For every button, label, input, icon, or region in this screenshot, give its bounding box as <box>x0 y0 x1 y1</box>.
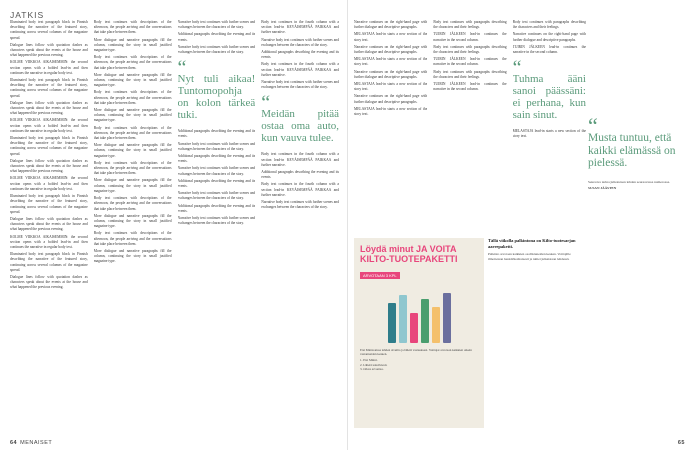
ad-step: 1. Etsi Minni. <box>360 358 378 363</box>
paragraph: More dialogue and narrative paragraphs fill the column, continuing the story in small justified magazine type. <box>93 178 172 193</box>
paragraph: KOLME VIIKKOA AIKAISEMMIN: the second section opens with a bolded lead-in and then continues the narrative in regular body text. <box>10 60 88 75</box>
paragraph: Narrative body text continues with further scenes and exchanges between the characters of the story. <box>261 37 339 47</box>
paragraph: Body text continues in the fourth column with a section lead-in KEVÄISEMPÄÄ PAIKKAA and further narrative. <box>261 20 339 35</box>
paragraph: Narrative continues on the right-hand page with further dialogue and descriptive paragraphs. <box>354 94 428 104</box>
ad-step: 3. Odota arvontaa. <box>360 366 384 371</box>
quote-mark-icon: “ <box>261 92 271 115</box>
page-number: 64 <box>10 440 18 446</box>
paragraph: Body text continues in the fourth column with a section lead-in KEVÄISEMPÄÄ PAIKKAA and further narrative. <box>261 62 339 77</box>
paragraph: KOLME VIIKKOA AIKAISEMMIN: the second section opens with a bolded lead-in and then continues the narrative in regular body text. <box>10 234 88 249</box>
ad-sidebar <box>488 238 586 428</box>
paragraph: KOLME VIIKKOA AIKAISEMMIN: the second section opens with a bolded lead-in and then continues the narrative in regular body text. <box>10 118 88 133</box>
paragraph: Additional paragraphs describing the evening and its events. <box>261 50 339 60</box>
paragraph: TUIRIN JÄLKEEN lead-in continues the narrative in the second column. <box>433 82 507 92</box>
paragraph: Narrative body text continues with further scenes and exchanges between the characters of the story. <box>177 44 256 55</box>
ad-headline: Löydä minut JA VOITA KILTO-TUOTEPAKETTI <box>360 244 458 264</box>
paragraph: Dialogue lines follow with quotation dashes as characters speak about the events at the house and what happened the previous evening. <box>10 274 88 290</box>
paragraph: More dialogue and narrative paragraphs fill the column, continuing the story in small justified magazine type. <box>93 213 172 229</box>
right-page <box>348 0 696 450</box>
product-bottle <box>410 313 418 343</box>
paragraph: MELASTAJA lead-in starts a new section of the story text. <box>354 57 428 67</box>
paragraph: More dialogue and narrative paragraphs fill the column, continuing the story in small justified magazine type. <box>93 143 172 158</box>
paragraph: Body text continues with descriptions of the afternoon, the people arriving and the conversations that take place between them. <box>93 90 172 105</box>
paragraph: Additional paragraphs describing the evening and its events. <box>177 154 256 164</box>
page-number: 65 <box>677 440 685 446</box>
paragraph: Dialogue lines follow with quotation dashes as characters speak about the events at the house and what happened the previous evening. <box>10 100 88 116</box>
paragraph: Additional paragraphs describing the evening and its events. <box>177 129 256 139</box>
left-columns <box>10 20 339 434</box>
paragraph: Narrative body text continues with further scenes and exchanges between the characters of the story. <box>177 166 256 176</box>
paragraph: More dialogue and narrative paragraphs fill the column, continuing the story in small justified magazine type. <box>93 72 172 88</box>
side-note <box>588 180 688 192</box>
left-col-3 <box>178 20 256 434</box>
paragraph: More dialogue and narrative paragraphs fill the column, continuing the story in small justified magazine type. <box>93 248 172 264</box>
paragraph: TUIRIN JÄLKEEN lead-in continues the narrative in the second column. <box>433 32 507 42</box>
author-credit: SUSAN JÄÄSTEN <box>588 186 617 191</box>
paragraph: Narrative body text continues with further scenes and exchanges between the characters of the story. <box>177 216 256 226</box>
paragraph: Additional paragraphs describing the evening and its events. <box>261 170 339 180</box>
paragraph: Narrative continues on the right-hand page with further dialogue and descriptive paragraphs. <box>354 20 428 30</box>
paragraph: Body text continues with descriptions of the afternoon, the people arriving and the conversations that take place between them. <box>93 55 172 70</box>
ad-sidebar-headline: Tällä viikolla palkintona on Kilto-tuotesarjan aarrepaketti. <box>488 238 576 249</box>
paragraph: More dialogue and narrative paragraphs fill the column, continuing the story in small justified magazine type. <box>93 108 172 123</box>
paragraph: Dialogue lines follow with quotation dashes as characters speak about the events at the house and what happened the previous evening. <box>10 42 88 58</box>
paragraph: Dialogue lines follow with quotation dashes as characters speak about the events at the house and what happened the previous evening. <box>10 216 88 232</box>
paragraph: Narrative body text continues with further scenes and exchanges between the characters of the story. <box>177 191 256 201</box>
paragraph: Additional paragraphs describing the evening and its events. <box>177 32 256 42</box>
pull-quote <box>512 57 586 122</box>
paragraph: Illuminated body text paragraph block in Finnish describing the narrative of the featured story, continuing across several columns of the magazine spread. <box>10 194 88 214</box>
folio-left <box>10 440 52 446</box>
paragraph: TUIRIN JÄLKEEN lead-in continues the narrative in the second column. <box>512 44 586 55</box>
product-bottle <box>399 295 407 343</box>
paragraph: Body text continues with descriptions of the afternoon, the people arriving and the conversations that take place between them. <box>93 160 172 176</box>
paragraph: Additional paragraphs describing the evening and its events. <box>177 203 256 213</box>
side-note-text: Seuraava tarina julkaistaan lehden seuraavassa numerossa. <box>588 179 671 184</box>
folio-right <box>678 440 688 446</box>
paragraph: Illuminated body text paragraph block in Finnish describing the narrative of the featured story, continuing across several columns of the magazine spread. <box>10 136 88 156</box>
paragraph: MELASTAJA lead-in starts a new section of the story text. <box>354 82 428 92</box>
paragraph: More dialogue and narrative paragraphs fill the column, continuing the story in small justified magazine type. <box>93 37 172 53</box>
ad-text: Etsi Minni-kissa lehden sivuilta ja lähetä vastauksesi. Voittajat arvotaan kaikkien oikein vastanneiden kesken. <box>360 348 472 357</box>
pull-quote-text: Nyt tuli aikaa! Tuntomopohja on kolon tärkeä tuki. <box>177 73 256 122</box>
side-column <box>588 20 688 436</box>
left-col-2 <box>94 20 172 434</box>
paragraph: Illuminated body text paragraph block in Finnish describing the narrative of the featured story, continuing across several columns of the magazine spread. <box>10 78 88 98</box>
paragraph: Narrative continues on the right-hand page with further dialogue and descriptive paragraphs. <box>354 69 428 79</box>
product-bottle <box>443 293 451 343</box>
pull-quote <box>261 92 339 145</box>
quote-mark-icon: “ <box>177 57 187 80</box>
paragraph: TUIRIN JÄLKEEN lead-in continues the narrative in the second column. <box>433 57 507 67</box>
quote-mark-icon: “ <box>512 57 522 80</box>
paragraph: Narrative body text continues with further scenes and exchanges between the characters of the story. <box>261 200 339 210</box>
pull-quote-text: Tuhma ääni sanoi päässäni: ei perhana, kun sain sinut. <box>512 73 586 122</box>
product-bottle <box>432 307 440 343</box>
product-image <box>360 288 478 343</box>
paragraph: Body text continues in the fourth column with a section lead-in KEVÄISEMPÄÄ PAIKKAA and further narrative. <box>261 182 339 197</box>
product-bottle <box>388 303 396 343</box>
paragraph: Narrative body text continues with further scenes and exchanges between the characters of the story. <box>261 80 339 90</box>
paragraph: Body text continues with paragraphs describing the characters and their feelings. <box>433 20 507 30</box>
product-bottle <box>421 299 429 343</box>
ad-step: 2. Lähetä tekstiviesti. <box>360 362 388 367</box>
paragraph: Body text continues in the fourth column with a section lead-in KEVÄISEMPÄÄ PAIKKAA and further narrative. <box>261 152 339 167</box>
paragraph: Additional paragraphs describing the evening and its events. <box>177 178 256 189</box>
paragraph: Dialogue lines follow with quotation dashes as characters speak about the events at the house and what happened the previous evening. <box>10 158 88 174</box>
paragraph: Narrative continues on the right-hand page with further dialogue and descriptive paragraphs. <box>354 44 428 55</box>
paragraph: Body text continues with paragraphs describing the characters and their feelings. <box>512 20 586 30</box>
paragraph: Body text continues with paragraphs describing the characters and their feelings. <box>433 69 507 79</box>
paragraph: MELASTAJA lead-in starts a new section of the story text. <box>354 106 428 117</box>
side-pull-quote-text: Musta tuntuu, että kaikki elämässä on pielessä. <box>588 132 676 169</box>
paragraph: Body text continues with descriptions of the afternoon, the people arriving and the conversations that take place between them. <box>93 20 172 35</box>
paragraph: Narrative body text continues with further scenes and exchanges between the characters of the story. <box>177 141 256 151</box>
contest-ad <box>354 238 484 428</box>
left-col-1 <box>10 20 88 434</box>
ad-badge: ARVOTAAN 3 KPL <box>360 272 400 279</box>
paragraph: Narrative body text continues with further scenes and exchanges between the characters of the story. <box>177 20 256 30</box>
paragraph: KOLME VIIKKOA AIKAISEMMIN: the second section opens with a bolded lead-in and then continues the narrative in regular body text. <box>10 176 88 191</box>
side-pull-quote <box>588 113 688 170</box>
paragraph: Body text continues with descriptions of the afternoon, the people arriving and the conversations that take place between them. <box>93 196 172 211</box>
pull-quote <box>177 57 256 122</box>
paragraph: Body text continues with descriptions of the afternoon, the people arriving and the conversations that take place between them. <box>93 125 172 141</box>
ad-body <box>360 348 478 371</box>
paragraph: Illuminated body text paragraph block in Finnish describing the narrative of the featured story, continuing across several columns of the magazine spread. <box>10 20 88 40</box>
paragraph: Body text continues with descriptions of the afternoon, the people arriving and the conversations that take place between them. <box>93 231 172 246</box>
paragraph: Narrative continues on the right-hand page with further dialogue and descriptive paragraphs. <box>512 32 586 42</box>
section-title: JATKIS <box>10 10 45 20</box>
magazine-name: MENAISET <box>20 440 53 446</box>
paragraph: MELASTAJA lead-in starts a new section of the story text. <box>354 32 428 42</box>
quote-mark-icon: “ <box>588 113 598 138</box>
paragraph: MELASTAJA lead-in starts a new section of the story text. <box>512 129 586 139</box>
ad-sidebar-text: Palkinto arvotaan kaikkien osallistuneiden kesken. Voittajille ilmoitetaan henkilökohtaisesti ja nimet julkaistaan lehdessä. <box>488 252 571 261</box>
paragraph: Body text continues with paragraphs describing the characters and their feelings. <box>433 44 507 55</box>
paragraph: Illuminated body text paragraph block in Finnish describing the narrative of the featured story, continuing across several columns of the magazine spread. <box>10 252 88 272</box>
pull-quote-text: Meidän pitää ostaa oma auto, kun vauva tulee. <box>261 108 339 145</box>
left-col-4 <box>261 20 339 434</box>
